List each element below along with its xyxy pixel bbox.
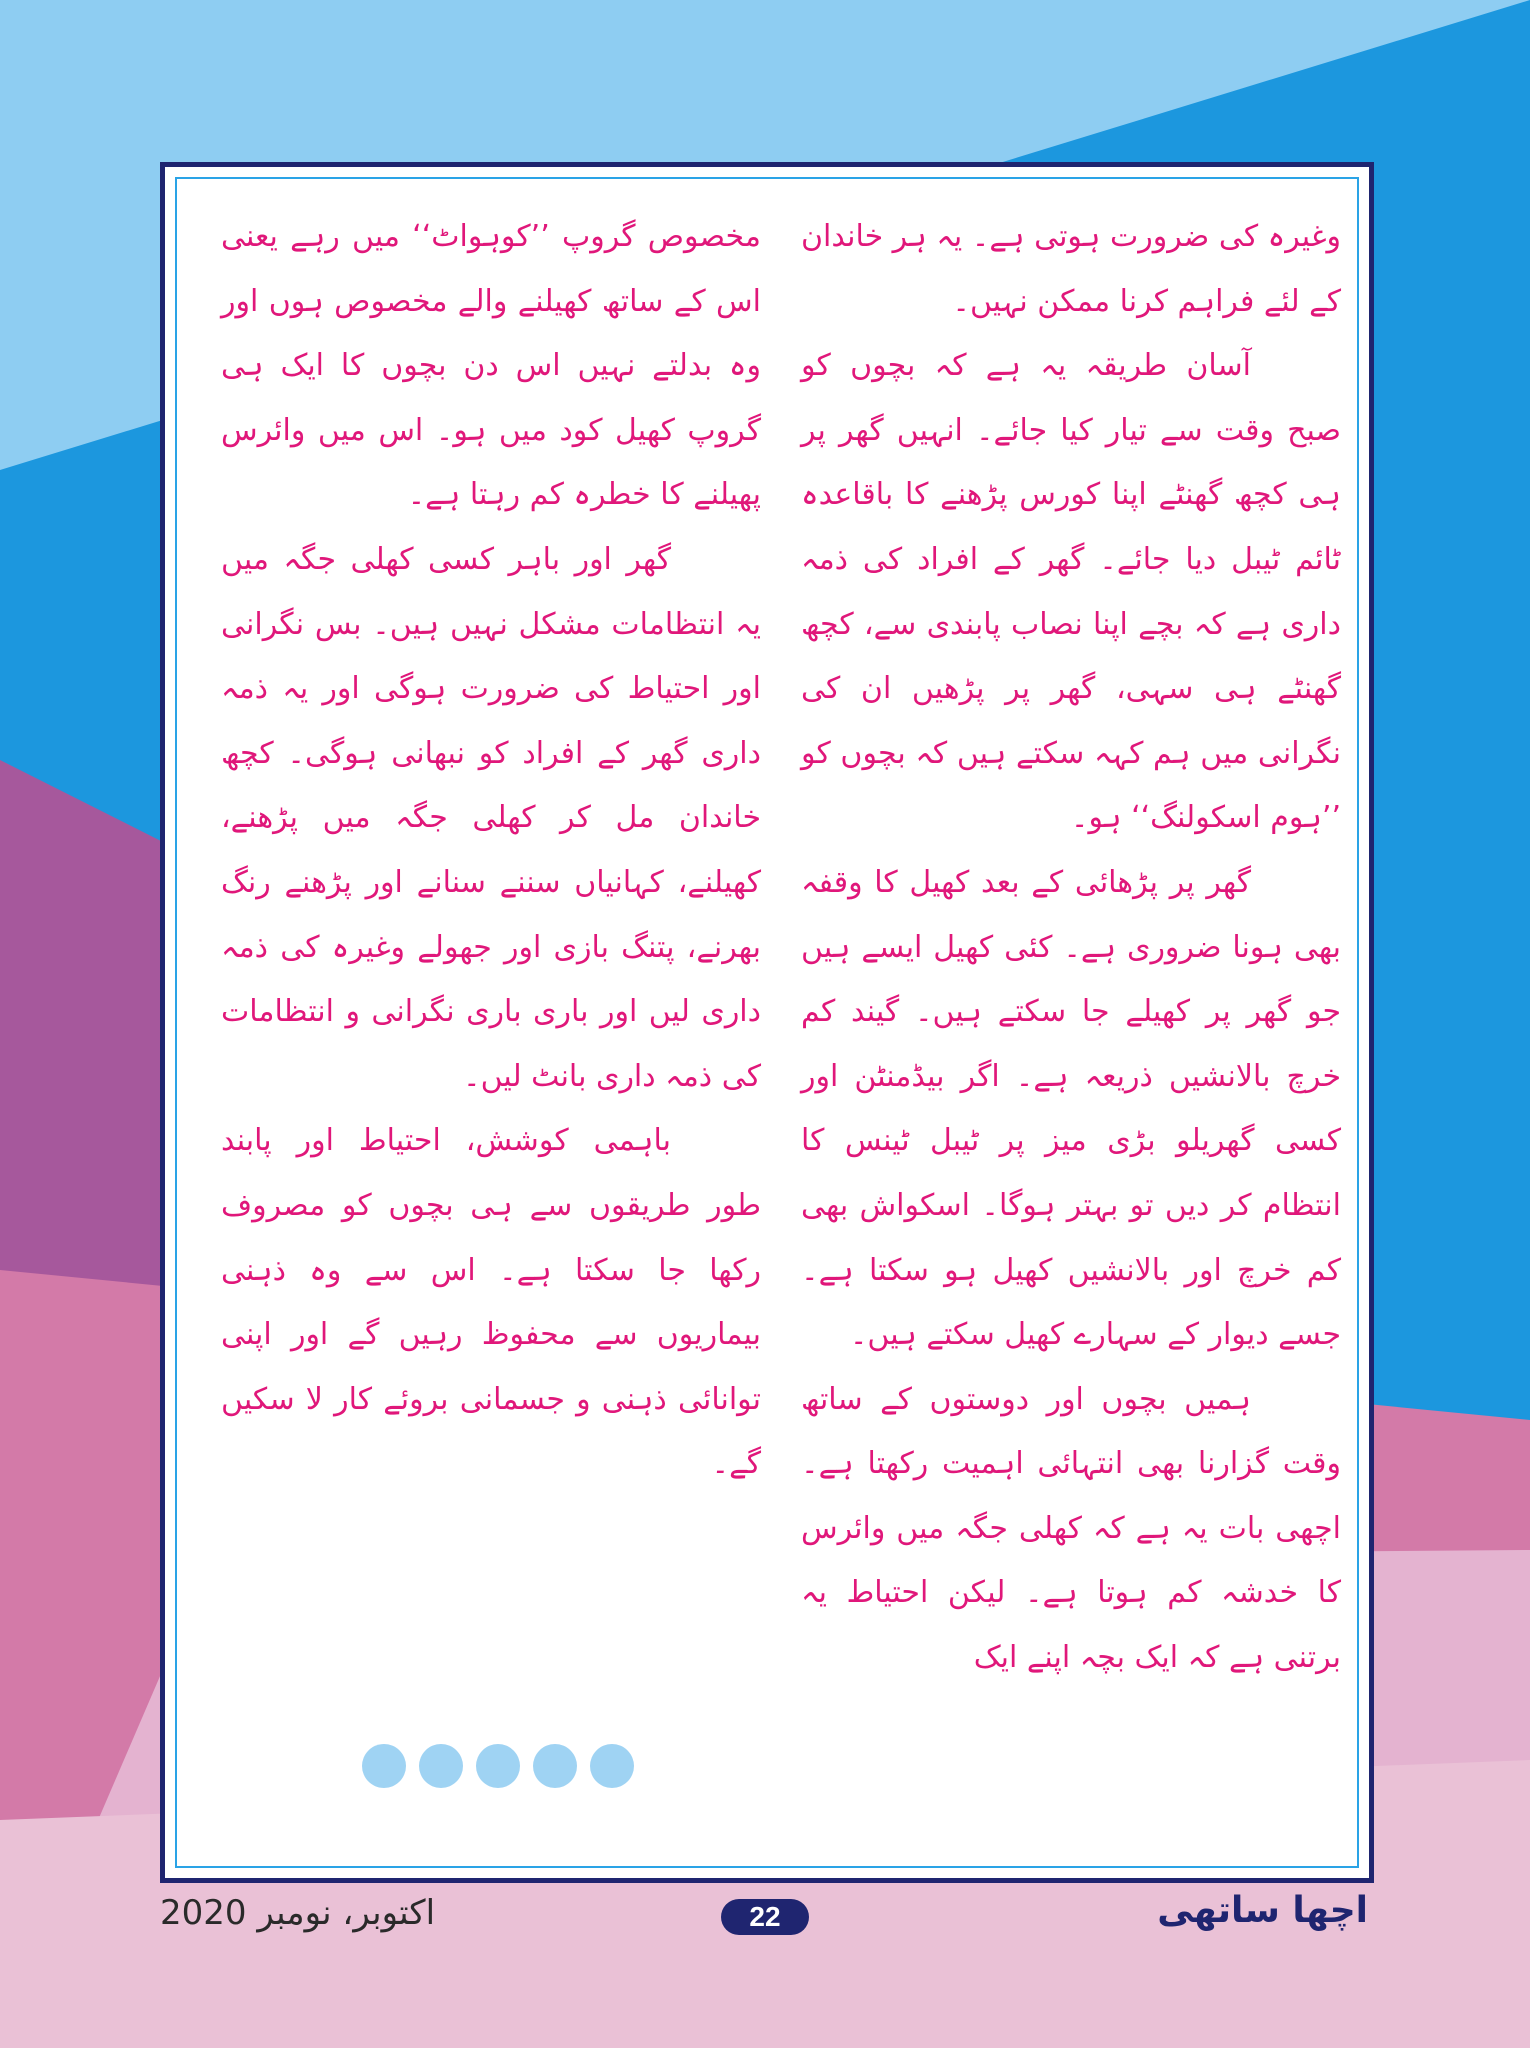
page-number-badge: 22 (721, 1899, 809, 1935)
decorative-dot (419, 1744, 463, 1788)
magazine-title: اچھا ساتھی (1157, 1890, 1368, 1931)
article-frame (160, 162, 1374, 1883)
issue-date: اکتوبر، نومبر 2020 (160, 1893, 436, 1933)
decorative-dot (533, 1744, 577, 1788)
article-inner-border (175, 177, 1359, 1868)
paragraph: باہمی کوشش، احتیاط اور پابند طور طریقوں سے ہی بچوں کو مصروف رکھا جا سکتا ہے۔ اس سے وہ ذہنی بیماریوں سے محفوظ رہیں گے اور اپنی توانائی ذہنی و جسمانی بروئے کار لا سکیں گے۔ (221, 1123, 761, 1482)
paragraph: آسان طریقہ یہ ہے کہ بچوں کو صبح وقت سے تیار کیا جائے۔ انہیں گھر پر ہی کچھ گھنٹے اپنا کورس پڑھنے کا باقاعدہ ٹائم ٹیبل دیا جائے۔ گھر کے افراد کی ذمہ داری ہے کہ بچے اپنا نصاب پابندی سے، کچھ گھنٹے ہی سہی، گھر پر پڑھیں ان کی نگرانی میں ہم کہہ سکتے ہیں کہ بچوں کو ’’ہوم اسکولنگ‘‘ ہو۔ (801, 348, 1341, 836)
decorative-dot (362, 1744, 406, 1788)
paragraph: گھر اور باہر کسی کھلی جگہ میں یہ انتظامات مشکل نہیں ہیں۔ بس نگرانی اور احتیاط کی ضرورت ہوگی اور یہ ذمہ داری گھر کے افراد کو نبھانی ہوگی۔ کچھ خاندان مل کر کھلی جگہ میں پڑھنے، کھیلنے، کہانیاں سننے سنانے اور پڑھنے رنگ بھرنے، پتنگ بازی اور جھولے وغیرہ کی ذمہ داری لیں اور باری باری نگرانی و انتظامات کی ذمہ داری بانٹ لیں۔ (221, 541, 761, 1094)
decorative-dot (476, 1744, 520, 1788)
article-left-column (221, 205, 761, 1497)
decorative-dot (590, 1744, 634, 1788)
paragraph: ہمیں بچوں اور دوستوں کے ساتھ وقت گزارنا بھی انتہائی اہمیت رکھتا ہے۔ اچھی بات یہ ہے کہ کھلی جگہ میں وائرس کا خدشہ کم ہوتا ہے۔ لیکن احتیاط یہ برتنی ہے کہ ایک بچہ اپنے ایک (801, 1381, 1341, 1676)
article-right-column (801, 205, 1341, 1691)
paragraph: مخصوص گروپ ’’کوہواٹ‘‘ میں رہے یعنی اس کے ساتھ کھیلنے والے مخصوص ہوں اور وہ بدلتے نہیں اس دن بچوں کا ایک ہی گروپ کھیل کود میں ہو۔ اس میں وائرس پھیلنے کا خطرہ کم رہتا ہے۔ (221, 219, 761, 513)
end-of-article-dots (362, 1744, 762, 1794)
paragraph: وغیرہ کی ضرورت ہوتی ہے۔ یہ ہر خاندان کے لئے فراہم کرنا ممکن نہیں۔ (800, 219, 1341, 319)
paragraph: گھر پر پڑھائی کے بعد کھیل کا وقفہ بھی ہونا ضروری ہے۔ کئی کھیل ایسے ہیں جو گھر پر کھیلے جا سکتے ہیں۔ گیند کم خرچ بالانشیں ذریعہ ہے۔ اگر بیڈمنٹن اور کسی گھریلو بڑی میز پر ٹیبل ٹینس کا انتظام کر دیں تو بہتر ہوگا۔ اسکواش بھی کم خرچ اور بالانشیں کھیل ہو سکتا ہے۔ جسے دیوار کے سہارے کھیل سکتے ہیں۔ (801, 864, 1341, 1353)
